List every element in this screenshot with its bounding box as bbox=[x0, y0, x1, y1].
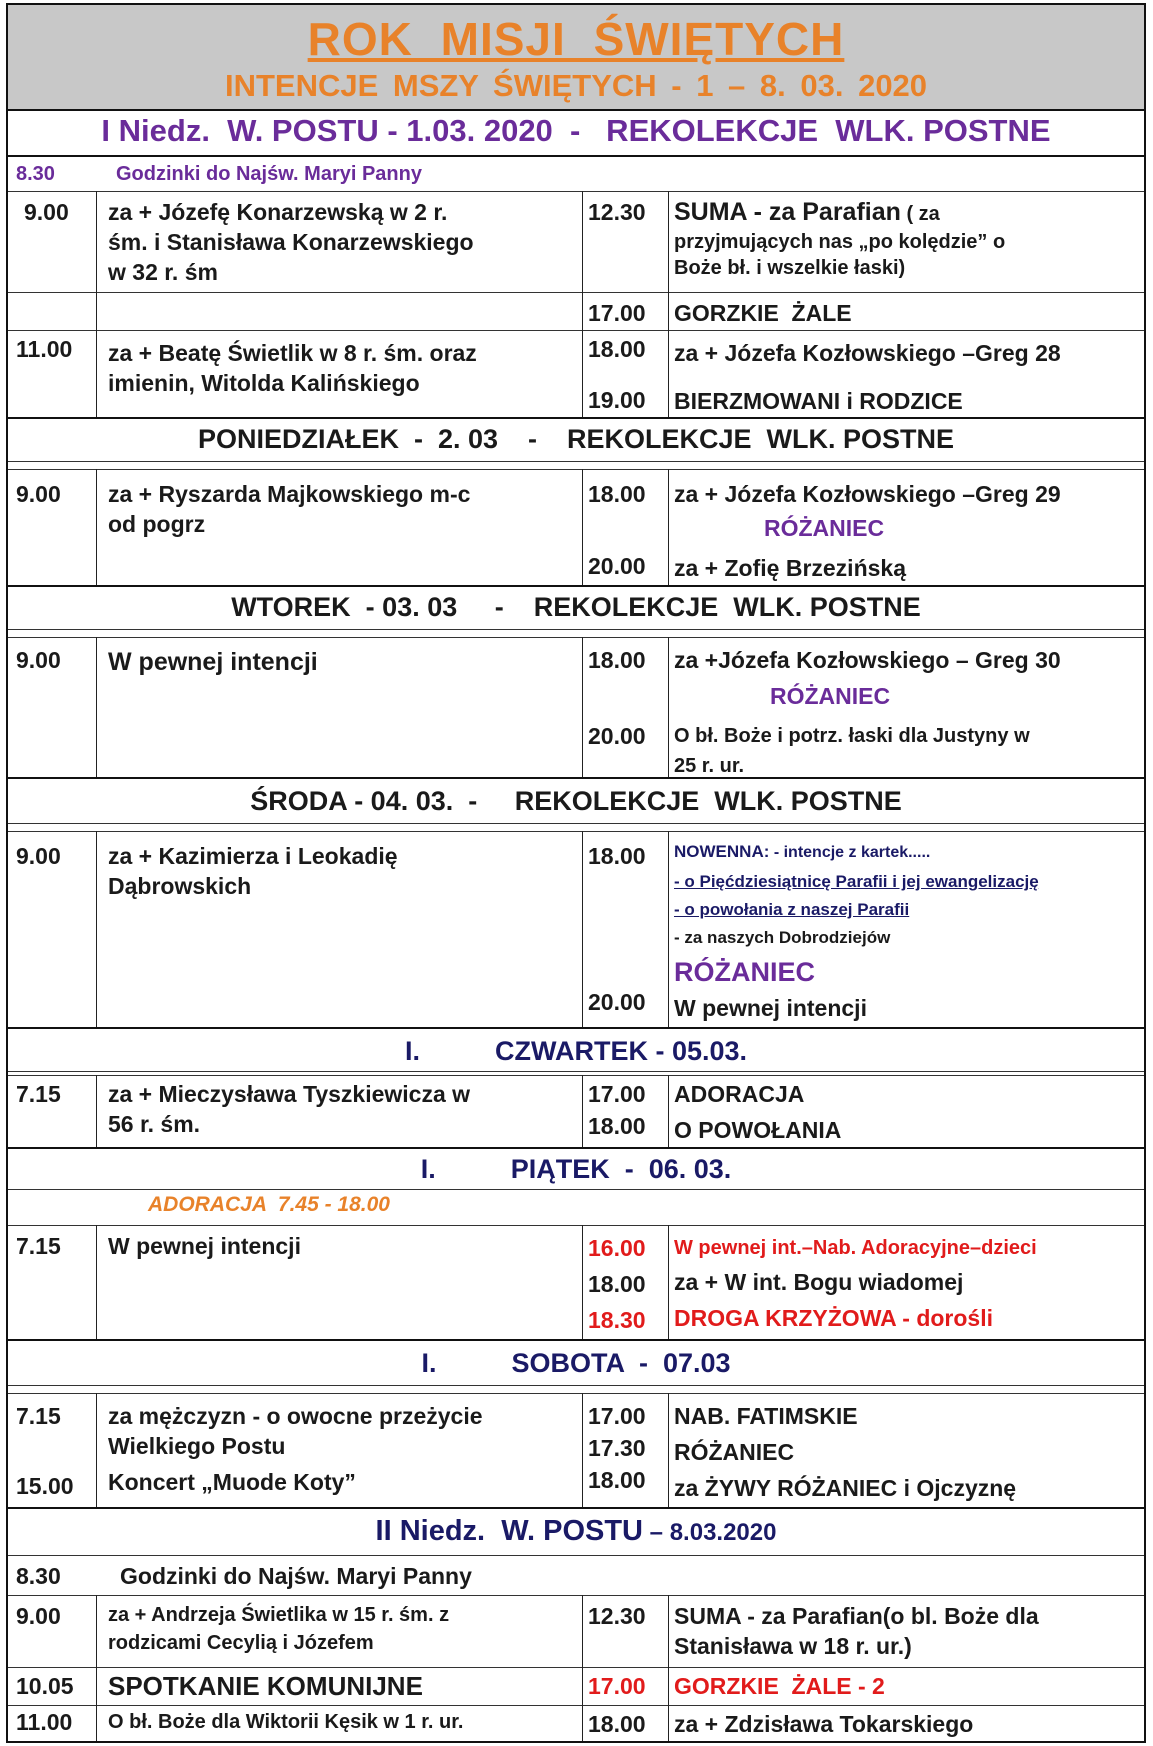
divider bbox=[8, 1027, 1144, 1029]
time-cell: 18.00 bbox=[588, 1467, 646, 1493]
divider bbox=[8, 191, 1144, 192]
intention-text: GORZKIE ŻALE bbox=[674, 300, 852, 326]
time-cell: 9.00 bbox=[16, 843, 61, 869]
time-cell: 17.00 bbox=[588, 1673, 646, 1699]
page-title: ROK MISJI ŚWIĘTYCH bbox=[307, 13, 845, 65]
divider bbox=[8, 1507, 1144, 1509]
column-divider bbox=[96, 831, 97, 1027]
time-cell: 17.00 bbox=[588, 1403, 646, 1429]
novena-label: NOWENNA: bbox=[674, 842, 770, 861]
intention-text: SUMA - za Parafian(o bl. Boże dla Stanisława w 18 r. ur.) bbox=[674, 1603, 1039, 1659]
divider bbox=[8, 1339, 1144, 1341]
divider bbox=[8, 1225, 1144, 1226]
intention-text: Koncert „Muode Koty” bbox=[108, 1469, 356, 1495]
rosary-label: RÓŻANIEC bbox=[770, 683, 891, 709]
time-cell: 18.00 bbox=[588, 1271, 646, 1297]
time-cell: 20.00 bbox=[588, 989, 646, 1015]
column-divider bbox=[96, 1225, 97, 1339]
rosary-label: RÓŻANIEC bbox=[764, 515, 885, 541]
section-heading-sunday-1: I Niedz. W. POSTU - 1.03. 2020 - REKOLEKCJE WLK. POSTNE bbox=[101, 113, 1051, 148]
divider bbox=[8, 1667, 1144, 1668]
intention-text: za ŻYWY RÓŻANIEC i Ojczyznę bbox=[674, 1475, 1017, 1501]
column-divider bbox=[96, 191, 97, 417]
time-cell: 8.30 bbox=[16, 1563, 61, 1589]
time-cell: 20.00 bbox=[588, 723, 646, 749]
intention-text: za + Józefa Kozłowskiego –Greg 28 bbox=[674, 340, 1061, 366]
intention-text: za +Józefa Kozłowskiego – Greg 30 bbox=[674, 647, 1061, 673]
intention-text: za + Ryszarda Majkowskiego m-c od pogrz bbox=[108, 481, 471, 537]
intention-text: W pewnej intencji bbox=[108, 1233, 301, 1259]
section-heading-wednesday: ŚRODA - 04. 03. - REKOLEKCJE WLK. POSTNE bbox=[250, 786, 902, 816]
intention-text: za + Zofię Brzezińską bbox=[674, 555, 906, 581]
column-divider bbox=[668, 1225, 669, 1339]
time-cell: 18.00 bbox=[588, 1711, 646, 1737]
intention-text: BIERZMOWANI i RODZICE bbox=[674, 388, 963, 414]
column-divider bbox=[96, 1075, 97, 1147]
intention-text: O bł. Boże dla Wiktorii Kęsik w 1 r. ur. bbox=[108, 1711, 464, 1733]
novena-line bbox=[674, 839, 930, 866]
time-cell: 7.15 bbox=[16, 1403, 61, 1429]
novena-line: - o powołania z naszej Parafii bbox=[674, 900, 910, 919]
time-cell: 9.00 bbox=[16, 481, 61, 507]
intention-text: O POWOŁANIA bbox=[674, 1117, 842, 1143]
divider bbox=[8, 417, 1144, 419]
time-cell: 18.00 bbox=[588, 843, 646, 869]
intention-text: za + Józefę Konarzewską w 2 r. śm. i Stanisława Konarzewskiego w 32 r. śm bbox=[108, 199, 474, 285]
column-divider bbox=[582, 831, 583, 1027]
time-cell: 17.00 bbox=[588, 1081, 646, 1107]
divider bbox=[8, 1393, 1144, 1394]
column-divider bbox=[668, 191, 669, 417]
intention-text: za + W int. Bogu wiadomej bbox=[674, 1269, 964, 1295]
heading-main: II Niedz. W. POSTU bbox=[375, 1515, 644, 1547]
novena-line: - za naszych Dobrodziejów bbox=[674, 928, 891, 947]
intention-text: za + Józefa Kozłowskiego –Greg 29 bbox=[674, 481, 1061, 507]
intention-text: NAB. FATIMSKIE bbox=[674, 1403, 858, 1429]
divider bbox=[8, 823, 1144, 824]
divider bbox=[8, 330, 1144, 331]
intention-text: W pewnej int.–Nab. Adoracyjne–dzieci bbox=[674, 1237, 1037, 1259]
time-cell: 8.30 bbox=[16, 163, 55, 185]
adoration-note: ADORACJA 7.45 - 18.00 bbox=[148, 1193, 390, 1216]
header-banner bbox=[8, 5, 1144, 111]
divider bbox=[8, 155, 1144, 157]
divider bbox=[8, 629, 1144, 630]
column-divider bbox=[582, 637, 583, 777]
intention-text: DROGA KRZYŻOWA - dorośli bbox=[674, 1305, 994, 1331]
intention-text: SPOTKANIE KOMUNIJNE bbox=[108, 1671, 423, 1701]
intention-text: RÓŻANIEC bbox=[674, 1439, 795, 1465]
intention-text: za + Kazimierza i Leokadię Dąbrowskich bbox=[108, 843, 398, 899]
intention-text: za + Andrzeja Świetlika w 15 r. śm. z rodzicami Cecylią i Józefem bbox=[108, 1604, 450, 1654]
divider bbox=[8, 1147, 1144, 1149]
suma-title: SUMA - za Parafian bbox=[674, 198, 901, 226]
divider bbox=[8, 1555, 1144, 1556]
divider bbox=[8, 1385, 1144, 1386]
time-cell: 18.00 bbox=[588, 647, 646, 673]
divider bbox=[8, 1189, 1144, 1190]
time-cell: 18.00 bbox=[588, 336, 646, 362]
divider bbox=[8, 1705, 1144, 1706]
godzinki-label: Godzinki do Najśw. Maryi Panny bbox=[120, 1563, 472, 1589]
column-divider bbox=[668, 1393, 669, 1507]
time-cell: 16.00 bbox=[588, 1235, 646, 1261]
section-heading-saturday: I. SOBOTA - 07.03 bbox=[421, 1348, 731, 1378]
time-cell: 9.00 bbox=[24, 199, 69, 225]
intention-text: GORZKIE ŻALE - 2 bbox=[674, 1673, 885, 1699]
divider bbox=[8, 637, 1144, 638]
mass-intentions-sheet bbox=[6, 3, 1146, 1743]
suma-label bbox=[674, 197, 940, 227]
rosary-label: RÓŻANIEC bbox=[674, 957, 815, 987]
intention-text: W pewnej intencji bbox=[674, 995, 867, 1021]
divider bbox=[8, 1595, 1144, 1596]
novena-line: - o Pięćdziesiątnicę Parafii i jej ewangelizację bbox=[674, 872, 1039, 891]
divider bbox=[8, 1071, 1144, 1072]
time-cell: 19.00 bbox=[588, 387, 646, 413]
section-heading-thursday: I. CZWARTEK - 05.03. bbox=[404, 1036, 748, 1066]
column-divider bbox=[668, 637, 669, 777]
intention-text: za + Beatę Świetlik w 8 r. śm. oraz imienin, Witolda Kalińskiego bbox=[108, 340, 477, 396]
intention-text: ADORACJA bbox=[674, 1081, 805, 1107]
time-cell: 10.05 bbox=[16, 1673, 74, 1699]
divider bbox=[8, 1075, 1144, 1076]
time-cell: 11.00 bbox=[16, 1709, 73, 1735]
section-heading-sunday-2 bbox=[8, 1515, 1144, 1549]
time-cell: 7.15 bbox=[16, 1233, 61, 1259]
divider bbox=[8, 292, 1144, 293]
column-divider bbox=[668, 1595, 669, 1741]
time-cell: 17.00 bbox=[588, 300, 646, 326]
divider bbox=[8, 469, 1144, 470]
intention-text: za + Zdzisława Tokarskiego bbox=[674, 1711, 974, 1737]
column-divider bbox=[96, 1393, 97, 1507]
godzinki-label: Godzinki do Najśw. Maryi Panny bbox=[116, 163, 422, 185]
column-divider bbox=[582, 1075, 583, 1147]
time-cell: 18.30 bbox=[588, 1307, 646, 1333]
column-divider bbox=[582, 469, 583, 585]
column-divider bbox=[582, 1225, 583, 1339]
divider bbox=[8, 777, 1144, 779]
column-divider bbox=[96, 1595, 97, 1741]
time-cell: 11.00 bbox=[16, 336, 73, 362]
time-cell: 18.00 bbox=[588, 481, 646, 507]
column-divider bbox=[96, 469, 97, 585]
column-divider bbox=[582, 1595, 583, 1741]
section-heading-monday: PONIEDZIAŁEK - 2. 03 - REKOLEKCJE WLK. POSTNE bbox=[197, 424, 955, 454]
time-cell: 18.00 bbox=[588, 1113, 646, 1139]
section-heading-friday: I. PIĄTEK - 06. 03. bbox=[420, 1154, 732, 1184]
intention-text: W pewnej intencji bbox=[108, 648, 318, 676]
intention-text: za + Mieczysława Tyszkiewicza w 56 r. śm. bbox=[108, 1081, 471, 1137]
intention-text: O bł. Boże i potrz. łaski dla Justyny w 25 r. ur. bbox=[674, 725, 1030, 777]
page-subtitle: INTENCJE MSZY ŚWIĘTYCH - 1 – 8. 03. 2020 bbox=[224, 68, 928, 103]
column-divider bbox=[668, 469, 669, 585]
section-heading-tuesday: WTOREK - 03. 03 - REKOLEKCJE WLK. POSTNE bbox=[231, 592, 921, 622]
novena-intentions: - intencje z kartek..... bbox=[769, 844, 931, 861]
column-divider bbox=[582, 1393, 583, 1507]
column-divider bbox=[668, 1075, 669, 1147]
suma-note-open: ( za bbox=[900, 203, 940, 225]
suma-note: przyjmujących nas „po kolędzie” o Boże bł. i wszelkie łaski) bbox=[674, 231, 1006, 279]
column-divider bbox=[582, 191, 583, 417]
divider bbox=[8, 831, 1144, 832]
time-cell: 9.00 bbox=[16, 647, 61, 673]
time-cell: 15.00 bbox=[16, 1473, 74, 1499]
column-divider bbox=[96, 637, 97, 777]
time-cell: 12.30 bbox=[588, 1603, 646, 1629]
heading-date: – 8.03.2020 bbox=[643, 1519, 777, 1546]
column-divider bbox=[668, 831, 669, 1027]
time-cell: 12.30 bbox=[588, 199, 646, 225]
time-cell: 7.15 bbox=[16, 1081, 61, 1107]
divider bbox=[8, 461, 1144, 462]
intention-text: za mężczyzn - o owocne przeżycie Wielkiego Postu bbox=[108, 1403, 483, 1459]
time-cell: 17.30 bbox=[588, 1435, 646, 1461]
time-cell: 9.00 bbox=[16, 1603, 61, 1629]
time-cell: 20.00 bbox=[588, 553, 646, 579]
divider bbox=[8, 585, 1144, 587]
